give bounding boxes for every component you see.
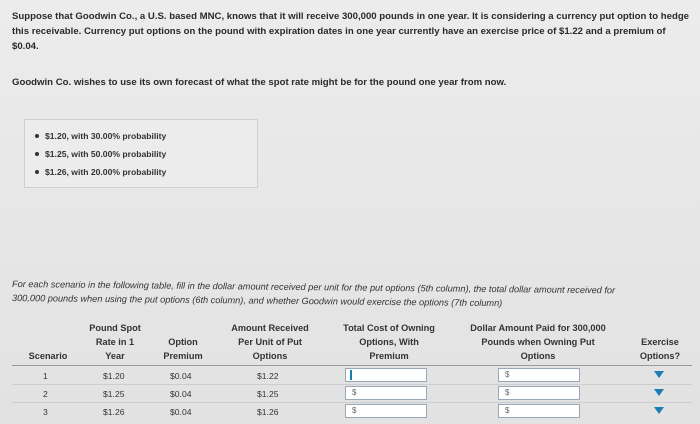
cell-scenario: 1 — [43, 371, 48, 381]
exercise-select[interactable] — [651, 369, 667, 381]
header-total-cost: Total Cost of Owning Options, With Premium — [343, 323, 435, 361]
header-spot-rate: Pound Spot Rate in 1 Year — [89, 323, 141, 361]
forecast-list — [24, 119, 258, 188]
list-item: $1.25, with 50.00% probability — [31, 145, 251, 163]
dollar-paid-input[interactable]: $ — [498, 368, 580, 382]
exercise-select[interactable] — [651, 387, 667, 399]
cell-amount: $1.25 — [257, 389, 279, 399]
header-exercise: Exercise Options? — [639, 337, 681, 361]
bullet-icon — [35, 134, 39, 138]
exercise-select[interactable] — [651, 405, 667, 417]
dollar-paid-input[interactable]: $ — [498, 386, 580, 400]
header-dollar-paid: Dollar Amount Paid for 300,000 Pounds when Owning Put Options — [470, 323, 606, 361]
list-item: $1.20, with 30.00% probability — [31, 127, 251, 145]
text-cursor — [350, 370, 352, 380]
table-instructions: For each scenario in the following table, fill in the dollar amount received per unit for the put options (5th column), the total dollar amount received for 300,000 pounds when using the put options (6th column), and whether Goodwin would exercise the options (7th column) — [11, 279, 616, 309]
header-amount-received: Amount Received Per Unit of Put Options — [231, 323, 309, 361]
cell-premium: $0.04 — [170, 371, 192, 381]
list-item: $1.26, with 20.00% probability — [31, 163, 251, 181]
total-cost-input[interactable]: $ — [345, 404, 427, 418]
chevron-down-icon — [654, 389, 664, 397]
cell-premium: $0.04 — [170, 389, 192, 399]
header-option-premium: Option Premium — [163, 337, 203, 361]
cell-scenario: 3 — [43, 407, 48, 417]
cell-premium: $0.04 — [170, 407, 192, 417]
total-cost-input[interactable] — [345, 368, 427, 382]
cell-spot: $1.26 — [103, 407, 125, 417]
header-scenario: Scenario — [28, 351, 68, 361]
total-cost-input[interactable]: $ — [345, 386, 427, 400]
cell-amount: $1.22 — [257, 371, 279, 381]
chevron-down-icon — [654, 407, 664, 415]
intro-paragraph: Suppose that Goodwin Co., a U.S. based MNC, knows that it will receive 300,000 pounds in one year. It is considering a currency put option to hedge this receivable. Currency put options on the pound with expiration dates in one year currently have an exercise price of $1.22 and a premium of $0.04. — [12, 11, 690, 52]
header-divider — [12, 365, 692, 366]
cell-amount: $1.26 — [257, 407, 279, 417]
cell-spot: $1.20 — [103, 371, 125, 381]
bullet-icon — [35, 152, 39, 156]
bullet-icon — [35, 170, 39, 174]
forecast-paragraph: Goodwin Co. wishes to use its own forecast of what the spot rate might be for the pound one year from now. — [12, 77, 507, 88]
cell-scenario: 2 — [43, 389, 48, 399]
dollar-paid-input[interactable]: $ — [498, 404, 580, 418]
row-divider — [12, 384, 692, 385]
row-divider — [12, 402, 692, 403]
cell-spot: $1.25 — [103, 389, 125, 399]
chevron-down-icon — [654, 371, 664, 379]
